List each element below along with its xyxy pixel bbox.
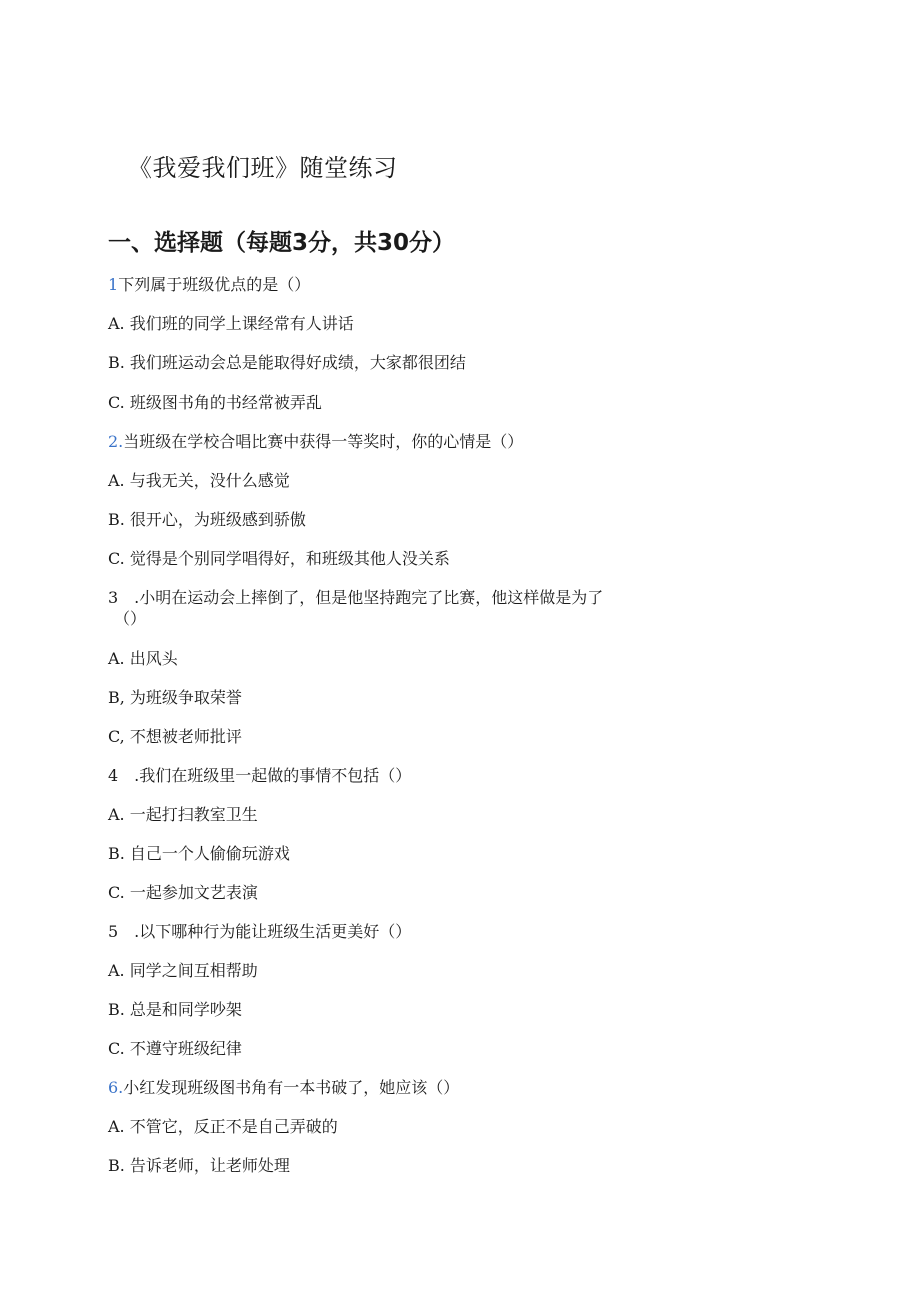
question-3-option-a: A. 出风头 [108, 649, 178, 668]
question-number: 5 . [108, 922, 140, 941]
question-1-option-b: B. 我们班运动会总是能取得好成绩，大家都很团结 [108, 353, 466, 372]
question-2-option-c: C. 觉得是个别同学唱得好，和班级其他人没关系 [108, 549, 450, 568]
question-6 [108, 1078, 459, 1098]
question-number: 1 [108, 275, 119, 294]
question-text: 以下哪种行为能让班级生活更美好（） [139, 922, 412, 941]
question-3 [108, 588, 603, 608]
question-text: 当班级在学校合唱比赛中获得一等奖时，你的心情是（） [123, 432, 524, 451]
question-2-option-a: A. 与我无关，没什么感觉 [108, 471, 290, 490]
question-text: 小明在运动会上摔倒了，但是他坚持跑完了比赛，他这样做是为了 [139, 588, 604, 607]
question-text: 下列属于班级优点的是（） [118, 275, 311, 294]
question-5-option-c: C. 不遵守班级纪律 [108, 1039, 242, 1058]
question-4-option-c: C. 一起参加文艺表演 [108, 883, 258, 902]
question-6-option-a: A. 不管它，反正不是自己弄破的 [108, 1117, 338, 1136]
question-3-option-c: C, 不想被老师批评 [108, 727, 242, 746]
question-5-option-a: A. 同学之间互相帮助 [108, 961, 258, 980]
question-text: 小红发现班级图书角有一本书破了，她应该（） [123, 1078, 460, 1097]
page-title: 《我爱我们班》随堂练习 [128, 154, 398, 182]
question-1 [108, 275, 310, 295]
question-4-option-a: A. 一起打扫教室卫生 [108, 805, 258, 824]
question-5 [108, 922, 411, 942]
question-3-continuation: （） [114, 609, 147, 628]
question-2 [108, 432, 523, 452]
question-number: 6. [108, 1078, 124, 1097]
question-4 [108, 766, 411, 786]
question-number: 3 . [108, 588, 140, 607]
section-heading: 一、选择题（每题3分，共30分） [108, 230, 456, 256]
question-4-option-b: B. 自己一个人偷偷玩游戏 [108, 844, 290, 863]
question-1-option-c: C. 班级图书角的书经常被弄乱 [108, 393, 322, 412]
question-number: 4 . [108, 766, 140, 785]
question-3-option-b: B, 为班级争取荣誉 [108, 688, 242, 707]
question-text: 我们在班级里一起做的事情不包括（） [139, 766, 412, 785]
question-1-option-a: A. 我们班的同学上课经常有人讲话 [108, 314, 354, 333]
question-2-option-b: B. 很开心，为班级感到骄傲 [108, 510, 306, 529]
question-6-option-b: B. 告诉老师，让老师处理 [108, 1156, 290, 1175]
question-5-option-b: B. 总是和同学吵架 [108, 1000, 242, 1019]
question-number: 2. [108, 432, 124, 451]
